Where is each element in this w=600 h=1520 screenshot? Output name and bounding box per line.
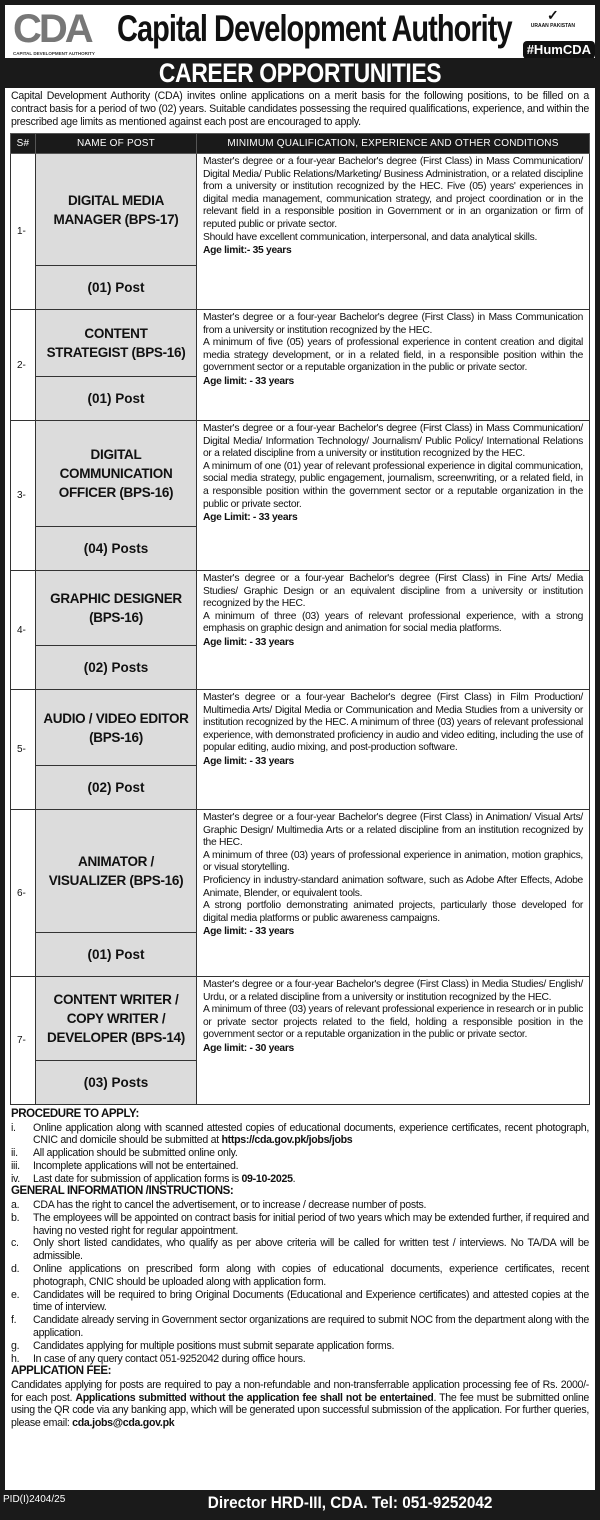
post-name-cell xyxy=(36,690,197,810)
age-limit: Age limit: - 30 years xyxy=(203,1042,294,1054)
table-row xyxy=(11,421,590,571)
condition-text: A minimum of three (03) years of professional experience in animation, motion graphics, or visual storytelling. xyxy=(203,849,583,874)
list-item: e. Candidates will be required to bring Original Documents (Educational and Experience certificates) and attested copies at the time of interview. xyxy=(11,1288,589,1314)
post-name-cell xyxy=(36,154,197,310)
general-heading: GENERAL INFORMATION /INSTRUCTIONS: xyxy=(11,1185,234,1198)
conditions-cell xyxy=(197,571,590,690)
post-count: (02) Post xyxy=(36,765,196,809)
list-item: b. The employees will be appointed on contract basis for initial period of two years which may be extended further, if required and having no vested right for regular appointment. xyxy=(11,1211,589,1237)
list-item: iv. Last date for submission of application forms is 09-10-2025. xyxy=(11,1172,296,1185)
serial-number: 6- xyxy=(11,810,36,977)
post-name-cell xyxy=(36,571,197,690)
post-name: AUDIO / VIDEO EDITOR (BPS-16) xyxy=(43,710,189,745)
contact-line: Director HRD-III, CDA. Tel: 051-9252042 xyxy=(207,1493,493,1512)
post-count: (01) Post xyxy=(36,932,196,976)
table-row xyxy=(11,310,590,421)
condition-text: A minimum of five (05) years of professional experience in content creation and digital media strategy development, or in a related field, in a responsible position within the government sector or a reputable organization in the public or private sector. xyxy=(203,337,583,374)
condition-text: Proficiency in industry-standard animation software, such as Adobe After Effects, Adobe Animate, Blender, or equivalent tools. xyxy=(203,874,583,899)
serial-number: 5- xyxy=(11,690,36,810)
table-row xyxy=(11,977,590,1105)
col-header-name: NAME OF POST xyxy=(36,134,197,154)
serial-number: 2- xyxy=(11,310,36,421)
serial-number: 1- xyxy=(11,154,36,310)
age-limit: Age limit: - 33 years xyxy=(203,926,294,938)
list-item: c. Only short listed candidates, who qualify as per above criteria will be called for written test / interviews. No TA/DA will be admissible. xyxy=(11,1237,589,1263)
post-name: ANIMATOR / VISUALIZER (BPS-16) xyxy=(48,854,184,888)
list-item: ii. All application should be submitted online only. xyxy=(11,1147,238,1160)
org-title: Capital Development Authority xyxy=(117,8,512,49)
fee-paragraph: Candidates applying for posts are required to pay a non-refundable and non-transferrable application processing fee of Rs. 2000/- for each post. Applications submitted without the application fee shall not be entertained. The fee must be submitted online using the QR code via any banking app, which will be generated upon successful submission of the application. For further queries, please email: cda.jobs@cda.gov.pk xyxy=(11,1378,590,1430)
serial-number: 4- xyxy=(11,571,36,690)
post-count: (03) Posts xyxy=(36,1060,196,1104)
condition-text: A minimum of three (03) years of relevant professional experience in research or in public or private sector projects related to the field, holding a responsible position in the government sector or a reputable organization in the public or private sector. xyxy=(203,1004,583,1041)
list-item: h. In case of any query contact 051-9252042 during office hours. xyxy=(11,1352,306,1365)
hashtag-badge: #HumCDA xyxy=(523,41,595,59)
age-limit: Age limit:- 35 years xyxy=(203,245,292,257)
conditions-cell xyxy=(197,977,590,1105)
list-item: g. Candidates applying for multiple positions must submit separate application forms. xyxy=(11,1339,395,1352)
list-item: i. Online application along with scanned attested copies of educational documents, experience certificates, recent photograph, CNIC and domicile should be submitted at https://cda.gov.pk/jobs/jobs xyxy=(11,1121,589,1147)
header xyxy=(5,5,595,59)
list-item: iii. Incomplete applications will not be entertained. xyxy=(11,1159,239,1172)
condition-text: Master's degree or a four-year Bachelor's degree (First Class) in Animation/ Visual Arts/ Graphic Design/ Multimedia Arts or a related discipline from an institution recognized by the HEC. xyxy=(203,812,583,849)
age-limit: Age Limit: - 33 years xyxy=(203,512,298,524)
post-count: (04) Posts xyxy=(36,526,196,570)
post-name-cell xyxy=(36,310,197,421)
age-limit: Age limit: - 33 years xyxy=(203,636,294,648)
condition-text: A minimum of one (01) year of relevant professional experience in digital communication, social media strategy, public engagement, journalism, screenwriting, or a related field, in a responsible position within the government sector or a reputable organization in the public or private sector. xyxy=(203,460,583,510)
banner: CAREER OPPORTUNITIES xyxy=(0,58,600,88)
post-name-cell xyxy=(36,421,197,571)
post-name: CONTENT STRATEGIST (BPS-16) xyxy=(46,326,186,360)
table-row xyxy=(11,810,590,977)
condition-text: Master's degree or a four-year Bachelor's degree (First Class) in Mass Communication/ Digital Media/ Information Technology/ Journalism/ Public Policy/ International Relations or a related discipline from a university or institution recognized by the HEC. xyxy=(203,423,583,460)
fee-heading: APPLICATION FEE: xyxy=(11,1365,112,1378)
table-row xyxy=(11,690,590,810)
list-item: a. CDA has the right to cancel the advertisement, or to increase / decrease number of posts. xyxy=(11,1198,427,1211)
cda-logo: CDA CAPITAL DEVELOPMENT AUTHORITY xyxy=(13,7,95,56)
serial-number: 7- xyxy=(11,977,36,1105)
content xyxy=(10,90,590,1488)
condition-text: Should have excellent communication, interpersonal, and data analytical skills. xyxy=(203,231,538,243)
footer xyxy=(0,1490,600,1520)
last-date: 09-10-2025 xyxy=(241,1172,293,1185)
post-name: GRAPHIC DESIGNER (BPS-16) xyxy=(50,591,182,625)
list-item: d. Online applications on prescribed form along with copies of educational documents, experience certificates, recent photograph, CNIC should be uploaded along with application form. xyxy=(11,1262,589,1288)
serial-number: 3- xyxy=(11,421,36,571)
conditions-cell xyxy=(197,421,590,571)
uraan-pakistan-logo: ✓ URAAN PAKISTAN xyxy=(530,7,575,29)
col-header-conditions: MINIMUM QUALIFICATION, EXPERIENCE AND OTHER CONDITIONS xyxy=(197,134,590,154)
post-name: DIGITAL MEDIA MANAGER (BPS-17) xyxy=(53,192,179,227)
col-header-sn: S# xyxy=(11,134,36,154)
post-name-cell xyxy=(36,977,197,1105)
condition-text: A strong portfolio demonstrating animated projects, particularly those developed for digital media platforms or public awareness campaigns. xyxy=(203,900,583,924)
post-name: DIGITAL COMMUNICATION OFFICER (BPS-16) xyxy=(58,447,174,500)
age-limit: Age limit: - 33 years xyxy=(203,755,294,767)
condition-text: A minimum of three (03) years of relevant professional experience, with a strong emphasis on graphic design and animation for social media platforms. xyxy=(203,610,583,635)
condition-text: Master's degree or a four-year Bachelor's degree (First Class) in Media Studies/ English/ Urdu, or a related discipline from a university or institution recognized by the HEC. xyxy=(203,979,583,1003)
list-item: f. Candidate already serving in Government sector organizations are required to submit NOC from the department along with the application. xyxy=(11,1314,589,1339)
post-count: (02) Posts xyxy=(36,645,196,689)
org-title-box xyxy=(117,7,512,53)
procedure-heading: PROCEDURE TO APPLY: xyxy=(11,1108,139,1120)
condition-text: Master's degree or a four-year Bachelor's degree (First Class) in Mass Communication/ Digital Media/ Public Relations/Marketing/ Business Administration, or a related discipline from a university or institution recognized by the HEC. Five (05) years' experiences in digital media management, communication strategy, and project coordination or in the relevant field in a responsible position in Government or in an organization or firm of reputed public or private sector. xyxy=(203,156,583,230)
email-link[interactable]: cda.jobs@cda.gov.pk xyxy=(72,1417,175,1430)
condition-text: Master's degree or a four-year Bachelor's degree (First Class) in Mass Communication from a university or institution recognized by the HEC. xyxy=(203,312,583,336)
jobs-link[interactable]: https://cda.gov.pk/jobs/jobs xyxy=(221,1134,353,1147)
post-count: (01) Post xyxy=(36,376,196,420)
table-row xyxy=(11,154,590,310)
conditions-cell xyxy=(197,154,590,310)
post-name-cell xyxy=(36,810,197,977)
condition-text: Master's degree or a four-year Bachelor's degree (First Class) in Fine Arts/ Media Studies/ Graphic Design or an equivalent discipline from a university or institution recognized by the HEC. xyxy=(203,573,583,610)
conditions-cell xyxy=(197,810,590,977)
intro-paragraph: Capital Development Authority (CDA) invites online applications on a merit basis for the following positions, to be filled on a contract basis for a period of two (02) years. Suitable candidates possessing the required qualifications, experience, and within the prescribed age limits as mentioned against each post are encouraged to apply. xyxy=(11,90,589,128)
age-limit: Age limit: - 33 years xyxy=(203,375,294,387)
condition-text: Master's degree or a four-year Bachelor's degree (First Class) in Film Production/ Multimedia Arts/ Digital Media or Communication and Media Studies from a university or institution recognized by the HEC. A minimum of three (03) years of relevant professional experience, with demonstrated proficiency in audio and video editing, including the use of popular editing, audio mixing, and post-production software. xyxy=(203,692,583,754)
conditions-cell xyxy=(197,310,590,421)
post-count: (01) Post xyxy=(36,265,196,309)
table-row xyxy=(11,571,590,690)
procedure-section xyxy=(10,1108,590,1430)
posts-table xyxy=(10,133,590,1105)
pid-number: PID(I)2404/25 xyxy=(3,1494,66,1505)
post-name: CONTENT WRITER / COPY WRITER / DEVELOPER (BPS-14) xyxy=(47,992,185,1045)
conditions-cell xyxy=(197,690,590,810)
